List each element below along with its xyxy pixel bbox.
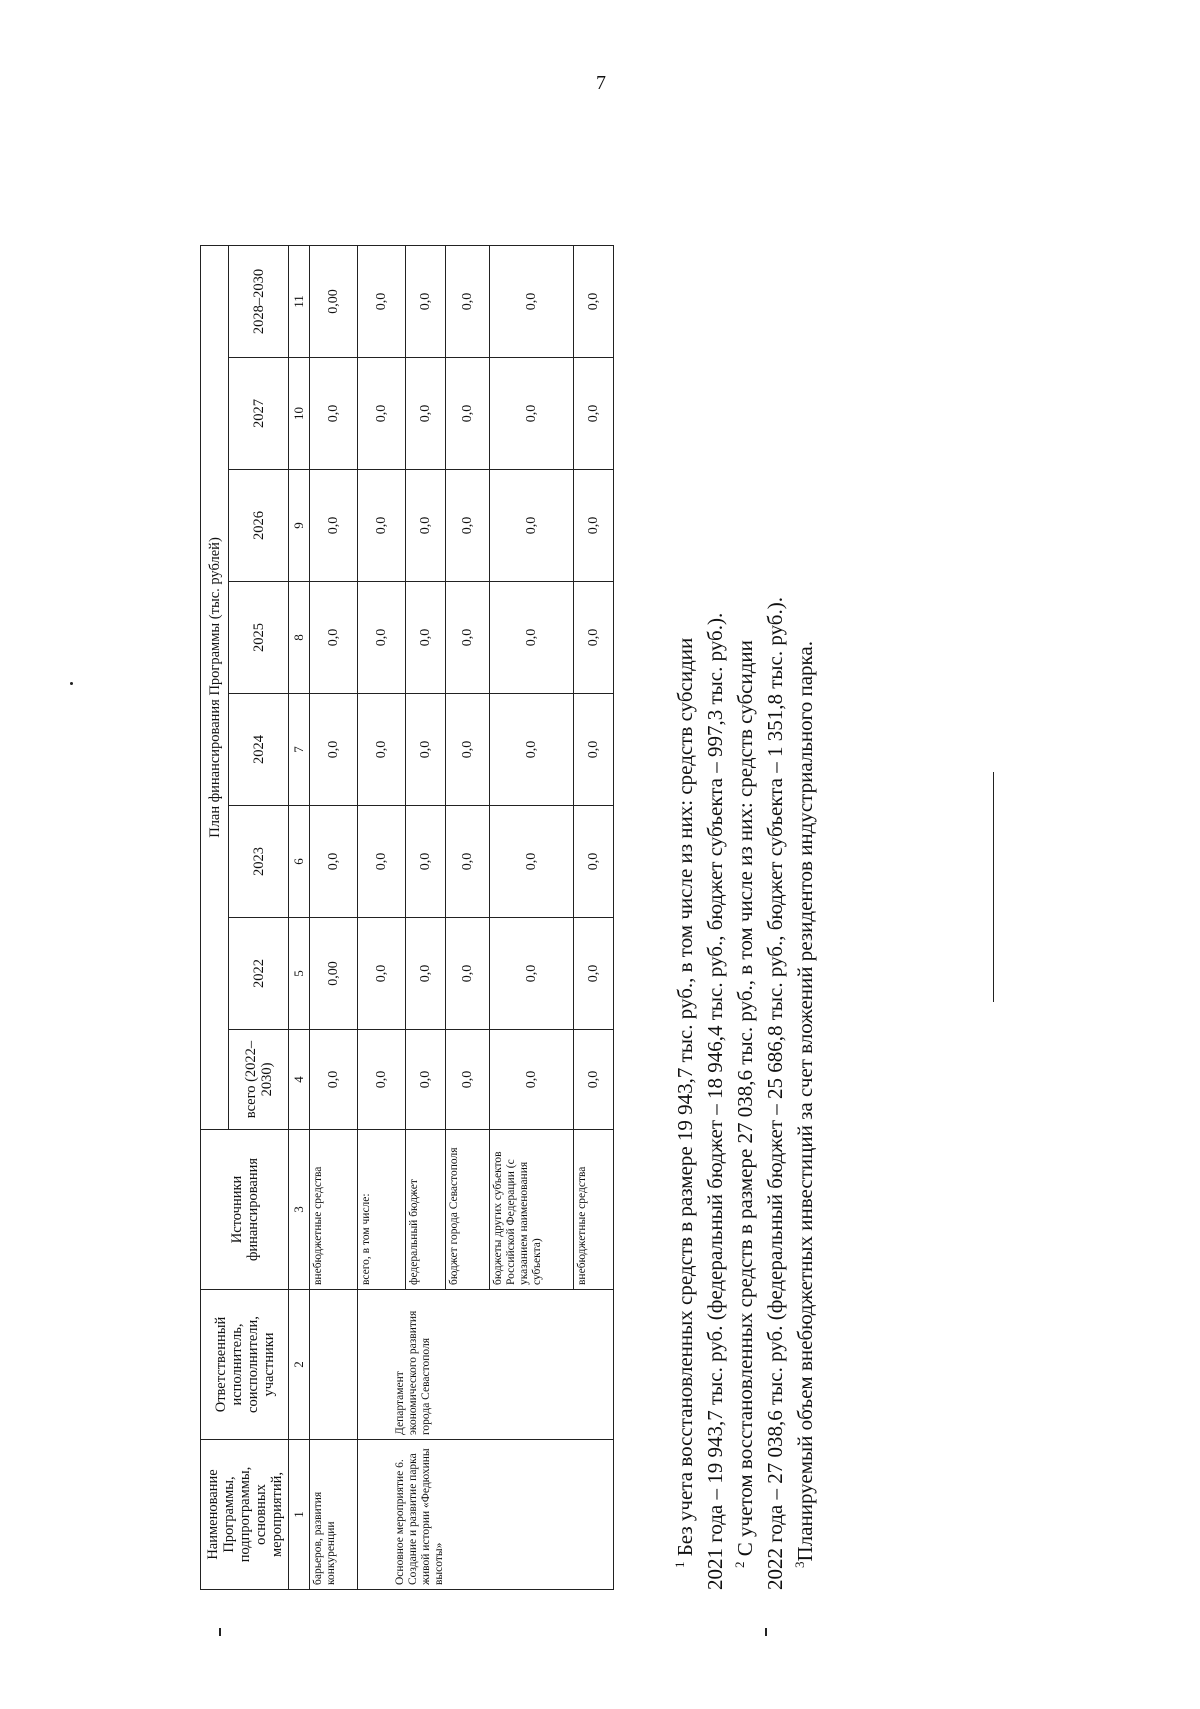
row-value: 0,00 xyxy=(310,918,358,1030)
header-year-2027: 2027 xyxy=(229,358,289,470)
table-row xyxy=(310,246,358,1590)
col-number: 4 xyxy=(289,1030,310,1130)
row-value: 0,0 xyxy=(358,582,406,694)
footnote-1-mark: 1 xyxy=(672,1561,687,1568)
header-year-2028-2030: 2028–2030 xyxy=(229,246,289,358)
col-number: 6 xyxy=(289,806,310,918)
row-value: 0,0 xyxy=(490,1030,574,1130)
row-value: 0,0 xyxy=(310,582,358,694)
activity-executor: Департамент экономического развития города Севастополя xyxy=(358,1290,614,1440)
row-value: 0,0 xyxy=(310,694,358,806)
col-number: 8 xyxy=(289,582,310,694)
row-value: 0,0 xyxy=(446,1030,490,1130)
row-executor xyxy=(310,1290,358,1440)
row-value: 0,0 xyxy=(490,582,574,694)
row-value: 0,0 xyxy=(446,358,490,470)
row-value: 0,0 xyxy=(446,470,490,582)
row-value: 0,0 xyxy=(490,694,574,806)
footnote-1-line-2: 2021 года – 19 943,7 тыс. руб. (федеральный бюджет – 18 946,4 тыс. руб., бюджет субъекта – 997,3 тыс. руб.). xyxy=(703,612,727,1590)
row-value: 0,0 xyxy=(574,246,614,358)
activity-name: Основное мероприятие 6. Создание и развитие парка живой истории «Федюхины высоты» xyxy=(358,1440,614,1590)
footnote-2-mark: 2 xyxy=(732,1561,747,1568)
row-value: 0,0 xyxy=(490,918,574,1030)
header-executor: Ответственный исполнитель, соисполнители, участники xyxy=(201,1290,289,1440)
row-value: 0,00 xyxy=(310,246,358,358)
row-name: барьеров, развития конкуренции xyxy=(310,1440,358,1590)
col-number: 9 xyxy=(289,470,310,582)
footnote-1-text-1: Без учета восстановленных средств в размере 19 943,7 тыс. руб., в том числе из них: средств субсидии xyxy=(673,637,697,1557)
row-value: 0,0 xyxy=(406,358,446,470)
col-number: 1 xyxy=(289,1440,310,1590)
rotated-page-content xyxy=(200,130,920,1590)
row-value: 0,0 xyxy=(406,918,446,1030)
col-number: 5 xyxy=(289,918,310,1030)
row-value: 0,0 xyxy=(406,470,446,582)
col-number: 11 xyxy=(289,246,310,358)
row-source: всего, в том числе: xyxy=(358,1130,406,1290)
row-value: 0,0 xyxy=(406,246,446,358)
row-value: 0,0 xyxy=(574,582,614,694)
row-value: 0,0 xyxy=(358,358,406,470)
header-year-2026: 2026 xyxy=(229,470,289,582)
row-source: бюджеты других субъектов Российской Федерации (с указанием наименования субъекта) xyxy=(490,1130,574,1290)
footnote-3 xyxy=(790,130,820,1590)
header-year-2022: 2022 xyxy=(229,918,289,1030)
column-numbers-row xyxy=(289,246,310,1590)
row-value: 0,0 xyxy=(358,806,406,918)
row-value: 0,0 xyxy=(358,246,406,358)
separator-line xyxy=(993,772,994,1002)
header-year-2024: 2024 xyxy=(229,694,289,806)
footnote-3-text: Планируемый объем внебюджетных инвестиций за счет вложений резидентов индустриального парка. xyxy=(793,640,817,1562)
row-source: внебюджетные средства xyxy=(310,1130,358,1290)
row-value: 0,0 xyxy=(310,470,358,582)
row-value: 0,0 xyxy=(490,806,574,918)
page-number: 7 xyxy=(596,72,606,94)
row-value: 0,0 xyxy=(574,694,614,806)
row-value: 0,0 xyxy=(446,806,490,918)
row-value: 0,0 xyxy=(490,470,574,582)
row-value: 0,0 xyxy=(574,1030,614,1130)
header-year-total: всего (2022–2030) xyxy=(229,1030,289,1130)
row-value: 0,0 xyxy=(310,1030,358,1130)
row-value: 0,0 xyxy=(446,694,490,806)
header-financing-plan: План финансирования Программы (тыс. рублей) xyxy=(201,246,229,1130)
footnote-3-mark: 3 xyxy=(792,1561,807,1568)
row-value: 0,0 xyxy=(310,358,358,470)
header-year-2025: 2025 xyxy=(229,582,289,694)
row-value: 0,0 xyxy=(574,806,614,918)
col-number: 3 xyxy=(289,1130,310,1290)
row-value: 0,0 xyxy=(358,470,406,582)
row-value: 0,0 xyxy=(446,918,490,1030)
scan-mark xyxy=(70,682,73,685)
footnote-2-line-1 xyxy=(730,130,760,1590)
row-source: федеральный бюджет xyxy=(406,1130,446,1290)
col-number: 7 xyxy=(289,694,310,806)
table-row xyxy=(358,246,406,1590)
footnotes xyxy=(670,130,820,1590)
row-value: 0,0 xyxy=(446,246,490,358)
scan-mark xyxy=(765,1628,767,1636)
row-value: 0,0 xyxy=(574,358,614,470)
row-value: 0,0 xyxy=(358,694,406,806)
row-value: 0,0 xyxy=(406,694,446,806)
row-value: 0,0 xyxy=(446,582,490,694)
col-number: 10 xyxy=(289,358,310,470)
row-source: бюджет города Севастополя xyxy=(446,1130,490,1290)
footnote-2-text-1: С учетом восстановленных средств в размере 27 038,6 тыс. руб., в том числе из них: средств субсидии xyxy=(733,640,757,1557)
header-year-2023: 2023 xyxy=(229,806,289,918)
row-value: 0,0 xyxy=(358,918,406,1030)
financing-table xyxy=(200,245,614,1590)
row-value: 0,0 xyxy=(310,806,358,918)
row-value: 0,0 xyxy=(574,918,614,1030)
row-value: 0,0 xyxy=(490,358,574,470)
footnote-1-line-1 xyxy=(670,130,700,1590)
row-value: 0,0 xyxy=(406,582,446,694)
scan-mark xyxy=(219,1628,221,1636)
row-source: внебюджетные средства xyxy=(574,1130,614,1290)
row-value: 0,0 xyxy=(406,806,446,918)
header-name: Наименование Программы, подпрограммы, основных мероприятий, xyxy=(201,1440,289,1590)
row-value: 0,0 xyxy=(574,470,614,582)
header-source: Источники финансирования xyxy=(201,1130,289,1290)
col-number: 2 xyxy=(289,1290,310,1440)
footnote-2-line-2: 2022 года – 27 038,6 тыс. руб. (федеральный бюджет – 25 686,8 тыс. руб., бюджет субъекта – 1 351,8 тыс. руб.). xyxy=(763,597,787,1590)
row-value: 0,0 xyxy=(490,246,574,358)
financing-table-wrapper xyxy=(200,245,614,1590)
row-value: 0,0 xyxy=(358,1030,406,1130)
row-value: 0,0 xyxy=(406,1030,446,1130)
